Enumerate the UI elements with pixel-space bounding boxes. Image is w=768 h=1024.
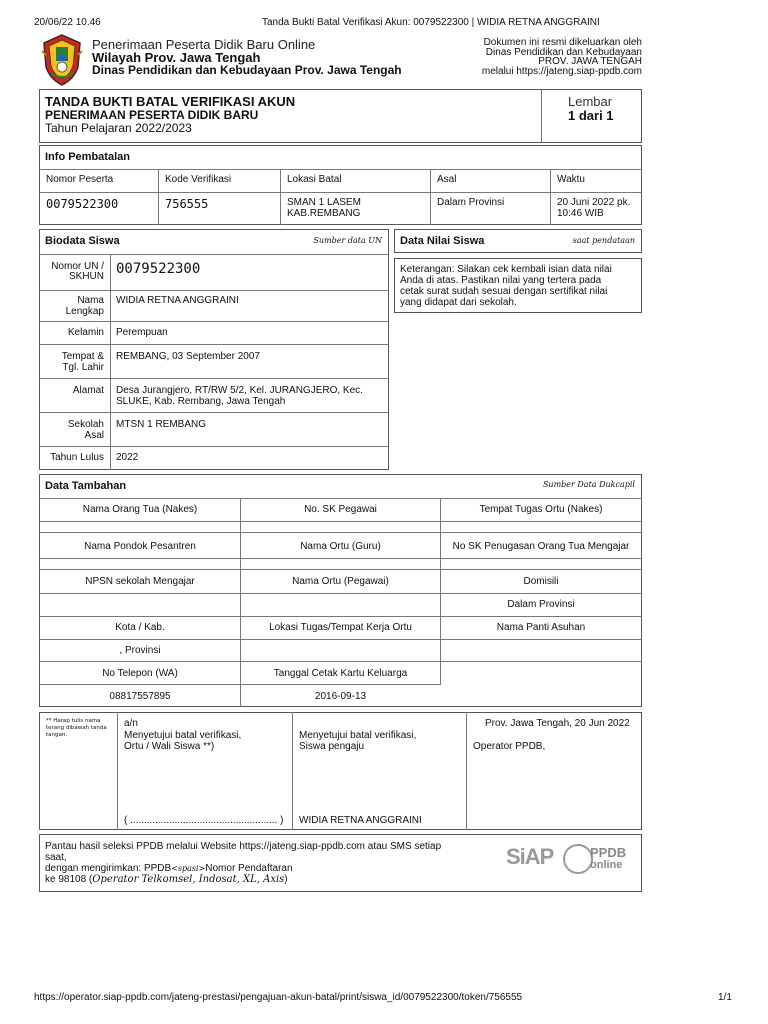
label-lengkap: Lengkap [65,306,104,317]
label-nomor-un: Nomor UN / [51,261,104,272]
document-subtitle: PENERIMAAN PESERTA DIDIK BARU [45,108,259,122]
tambahan-r3-c3: Domisili [523,576,559,587]
tambahan-r5-c1: No Telepon (WA) [102,668,178,679]
tanggal-kk-value: 2016-09-13 [314,691,367,702]
nomor-peserta-value: 0079522300 [46,197,119,211]
tambahan-r1-c2: No. SK Pegawai [304,504,377,515]
info-pembatalan-heading: Info Pembatalan [45,151,130,163]
col-nomor-peserta: Nomor Peserta [46,174,114,185]
signature-note: ** Harap tulis nama terang dibawah tanda tangan. [46,718,107,738]
sig-col1-line2: Ortu / Wali Siswa **) [124,741,215,752]
tambahan-r3-c1: NPSN sekolah Mengajar [85,576,195,587]
domisili-value: Dalam Provinsi [507,599,575,610]
print-page-title: Tanda Bukti Batal Verifikasi Akun: 0079522300 | WIDIA RETNA ANGGRAINI [262,17,600,28]
letterhead-right3: PROV. JAWA TENGAH [538,56,642,67]
label-tgl-lahir: Tgl. Lahir [62,362,104,373]
nilai-note-line2: Anda di atas. Pastikan nilai yang tertera pada [400,275,602,286]
asal-value: Dalam Provinsi [437,197,505,208]
tambahan-r1-c3: Tempat Tugas Ortu (Nakes) [479,504,603,515]
label-alamat: Alamat [72,385,104,396]
label-tahun-lulus: Tahun Lulus [50,452,104,463]
sms-info-line1: Pantau hasil seleksi PPDB melalui Website https://jateng.siap-ppdb.com atau SMS setiap [45,841,442,852]
ttl-value: REMBANG, 03 September 2007 [116,351,260,362]
tambahan-r3-c2: Nama Ortu (Pegawai) [292,576,389,587]
academic-year: Tahun Pelajaran 2022/2023 [45,121,192,135]
print-datetime: 20/06/22 10.46 [34,17,101,28]
ppdb-online-text: online [590,859,623,871]
lokasi-batal-line2: KAB.REMBANG [287,208,361,219]
telepon-value: 08817557895 [109,691,171,702]
jawa-tengah-emblem-icon [40,33,84,87]
sms-info-line2: saat, [45,852,67,863]
sig-col1-blank: ( ..................................................... ) [124,815,284,826]
label-nama: Nama [77,295,104,306]
waktu-line2: 10:46 WIB [557,208,604,219]
ppdb-logo-text: PPDB [590,845,627,860]
letterhead-right1: Dokumen ini resmi dikeluarkan oleh [483,37,642,48]
tambahan-r2-c1: Nama Pondok Pesantren [84,541,196,552]
label-tempat: Tempat & [61,351,104,362]
col-kode-verifikasi: Kode Verifikasi [165,174,232,185]
label-asal: Asal [84,430,104,441]
alamat-line2: SLUKE, Kab. Rembang, Jawa Tengah [116,396,286,407]
tambahan-source: Sumber Data Dukcapil [542,480,635,489]
lembar-value: 1 dari 1 [568,108,614,123]
kelamin-value: Perempuan [116,327,168,338]
nilai-source: saat pendataan [572,236,635,245]
label-skhun: SKHUN [68,271,104,282]
sms-info-line3: dengan mengirimkan: PPDB<spasi>Nomor Pendaftaran [45,863,293,874]
tambahan-r4-c2: Lokasi Tugas/Tempat Kerja Ortu [269,622,412,633]
nilai-note-line3: cetak surat sudah sesuai dengan sertifikat nilai [400,286,608,297]
tambahan-r2-c2: Nama Ortu (Guru) [300,541,381,552]
sms-info-line4: ke 98108 (Operator Telkomsel, Indosat, XL, Axis) [45,874,288,885]
sig-col3-place: Prov. Jawa Tengah, 20 Jun 2022 [485,718,630,729]
tambahan-r5-c2: Tanggal Cetak Kartu Keluarga [273,668,408,679]
label-kelamin: Kelamin [67,327,104,338]
biodata-heading: Biodata Siswa [45,235,120,247]
tambahan-r4-c3: Nama Panti Asuhan [496,622,586,633]
sig-col3-role: Operator PPDB, [473,741,546,752]
print-footer-page: 1/1 [718,992,732,1003]
label-sekolah: Sekolah [67,419,104,430]
letterhead-line2: Wilayah Prov. Jawa Tengah [92,50,261,65]
sekolah-asal-value: MTSN 1 REMBANG [116,419,207,430]
waktu-line1: 20 Juni 2022 pk. [557,197,631,208]
tambahan-heading: Data Tambahan [45,480,127,492]
sig-an: a/n [124,718,138,729]
nilai-note-line4: yang didapat dari sekolah. [400,297,517,308]
tambahan-r2-c3: No SK Penugasan Orang Tua Mengajar [452,541,630,552]
letterhead-line3: Dinas Pendidikan dan Kebudayaan Prov. Jawa Tengah [92,63,402,77]
col-asal: Asal [437,174,457,185]
sig-col1-line1: Menyetujui batal verifikasi, [124,730,242,741]
nilai-heading: Data Nilai Siswa [400,235,485,247]
sig-col2-line2: Siswa pengaju [299,741,365,752]
col-waktu: Waktu [557,174,585,185]
letterhead-right4: melalui https://jateng.siap-ppdb.com [481,66,642,77]
tahun-lulus-value: 2022 [116,452,139,463]
alamat-line1: Desa Jurangjero, RT/RW 5/2, Kel. JURANGJERO, Kec. [116,385,363,396]
ppdb-globe-icon [563,844,593,874]
tambahan-r1-c1: Nama Orang Tua (Nakes) [82,504,198,515]
tambahan-r4-c1: Kota / Kab. [115,622,165,633]
sig-col2-line1: Menyetujui batal verifikasi, [299,730,417,741]
lokasi-batal-line1: SMAN 1 LASEM [287,197,361,208]
biodata-source: Sumber data UN [313,236,382,245]
letterhead-right2: Dinas Pendidikan dan Kebudayaan [485,47,642,58]
nomor-un-value: 0079522300 [116,261,201,277]
col-lokasi-batal: Lokasi Batal [287,174,342,185]
lembar-label: Lembar [568,94,613,109]
kode-verifikasi-value: 756555 [165,197,209,211]
letterhead-line1: Penerimaan Peserta Didik Baru Online [92,37,316,52]
document-title: TANDA BUKTI BATAL VERIFIKASI AKUN [45,94,296,109]
siap-logo: SiAP [506,844,554,869]
nama-value: WIDIA RETNA ANGGRAINI [116,295,239,306]
print-footer-url: https://operator.siap-ppdb.com/jateng-prestasi/pengajuan-akun-batal/print/siswa_id/0079522300/token/756555 [34,992,523,1003]
provinsi-value: , Provinsi [119,645,161,656]
nilai-note-line1: Keterangan: Silakan cek kembali isian data nilai [400,264,612,275]
sig-col2-name: WIDIA RETNA ANGGRAINI [299,815,422,826]
